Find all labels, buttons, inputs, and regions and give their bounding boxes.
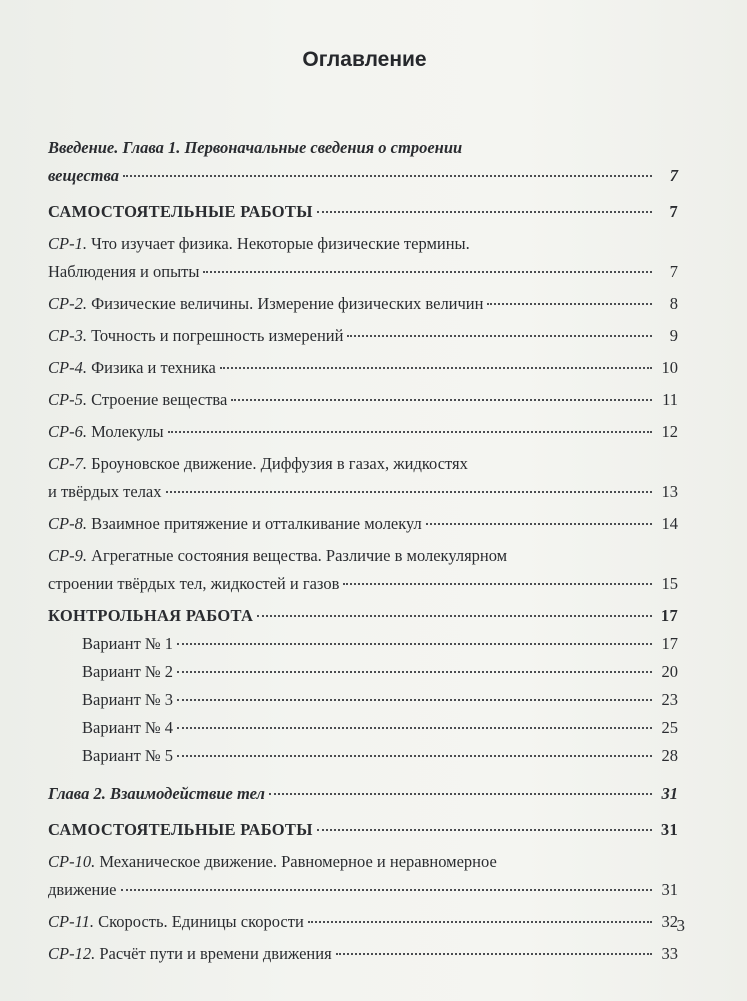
leader-dots: [231, 383, 652, 402]
toc-page-number: 13: [661, 482, 678, 501]
toc-page-number: 15: [661, 574, 678, 593]
toc-page-number: 10: [661, 358, 678, 377]
toc-entry-text: строении твёрдых тел, жидкостей и газов: [48, 574, 340, 593]
toc-entry-prefix: СР-6.: [48, 422, 87, 441]
toc-page-number: 20: [661, 662, 678, 681]
toc-entry-text: Броуновское движение. Диффузия в газах, жидкостях: [86, 454, 468, 473]
toc-entry-text: САМОСТОЯТЕЛЬНЫЕ РАБОТЫ: [48, 820, 313, 839]
toc-page-number: 23: [661, 690, 678, 709]
toc-entry-text: Вариант № 5: [82, 746, 174, 765]
toc-page-number: 12: [661, 422, 678, 441]
leader-dots: [336, 937, 652, 956]
toc-page-number: 28: [661, 746, 678, 765]
toc-entry-prefix: СР-1.: [48, 234, 87, 253]
toc-entry-prefix: СР-9.: [48, 546, 87, 565]
toc-entry-text: Вариант № 1: [82, 634, 174, 653]
toc-page-number: 7: [669, 202, 678, 221]
toc-page-number: 17: [661, 634, 678, 653]
leader-dots: [177, 739, 652, 758]
toc-entry-text: Наблюдения и опыты: [48, 262, 200, 281]
toc-entry-text: Физические величины. Измерение физических величин: [86, 294, 484, 313]
toc-entry-text: Расчёт пути и времени движения: [95, 944, 332, 963]
page-number: 3: [676, 916, 685, 935]
leader-dots: [426, 507, 652, 526]
toc-entry-variant-5: [48, 742, 678, 770]
toc-entry-text: Вариант № 4: [82, 718, 174, 737]
toc-entry-text: САМОСТОЯТЕЛЬНЫЕ РАБОТЫ: [48, 202, 313, 221]
leader-dots: [121, 873, 652, 892]
toc-entry-sr12: [48, 940, 678, 968]
toc-section-heading: [48, 198, 678, 226]
toc-entry-prefix: СР-7.: [48, 454, 87, 473]
toc-entry-text: Введение. Глава 1. Первоначальные сведения о строении: [48, 138, 463, 157]
toc-entry-text: Точность и погрешность измерений: [86, 326, 344, 345]
leader-dots: [317, 195, 652, 214]
toc-entry-sr6: [48, 418, 678, 446]
toc-entry-text: Что изучает физика. Некоторые физические термины.: [86, 234, 470, 253]
leader-dots: [487, 287, 652, 306]
leader-dots: [220, 351, 652, 370]
toc-entry-text: Скорость. Единицы скорости: [93, 912, 304, 931]
leader-dots: [317, 813, 652, 832]
toc-entry-sr2: [48, 290, 678, 318]
toc-page-number: 14: [661, 514, 678, 533]
leader-dots: [177, 627, 652, 646]
toc-entry-text: Взаимное притяжение и отталкивание молекул: [86, 514, 422, 533]
toc-entry-text: Вариант № 3: [82, 690, 174, 709]
toc-entry-prefix: СР-4.: [48, 358, 87, 377]
toc-page-number: 11: [662, 390, 678, 409]
toc-entry-prefix: СР-10.: [48, 852, 96, 871]
toc-entry-sr4: [48, 354, 678, 382]
leader-dots: [308, 905, 652, 924]
toc-page-number: 8: [669, 294, 678, 313]
toc-entry-text: и твёрдых телах: [48, 482, 162, 501]
leader-dots: [123, 159, 652, 178]
table-of-contents: [48, 130, 678, 968]
toc-entry-chapter1-line2: [48, 162, 678, 190]
toc-entry-text: вещества: [48, 166, 120, 185]
toc-entry-prefix: СР-3.: [48, 326, 87, 345]
toc-page-number: 17: [660, 606, 678, 625]
toc-page-number: 33: [661, 944, 678, 963]
toc-entry-text: КОНТРОЛЬНАЯ РАБОТА: [48, 606, 254, 625]
toc-page-number: 31: [660, 820, 678, 839]
toc-entry-sr1-line2: [48, 258, 678, 286]
leader-dots: [177, 655, 652, 674]
toc-entry-prefix: СР-5.: [48, 390, 87, 409]
page-title: Оглавление: [302, 48, 427, 71]
leader-dots: [177, 683, 652, 702]
toc-page-number: 25: [661, 718, 678, 737]
toc-entry-prefix: СР-12.: [48, 944, 96, 963]
toc-page-number: 31: [661, 880, 678, 899]
leader-dots: [269, 777, 652, 796]
toc-entry-sr7-line2: [48, 478, 678, 506]
toc-entry-text: Глава 2. Взаимодействие тел: [48, 784, 265, 803]
toc-entry-sr11: [48, 908, 678, 936]
toc-entry-sr8: [48, 510, 678, 538]
leader-dots: [347, 319, 652, 338]
toc-page-number: 7: [669, 262, 678, 281]
leader-dots: [257, 599, 652, 618]
toc-entry-text: Вариант № 2: [82, 662, 174, 681]
toc-entry-prefix: СР-11.: [48, 912, 94, 931]
toc-entry-sr9-line2: [48, 570, 678, 598]
leader-dots: [343, 567, 652, 586]
toc-entry-prefix: СР-2.: [48, 294, 87, 313]
leader-dots: [166, 475, 652, 494]
toc-page-number: 32: [661, 912, 678, 931]
toc-entry-sr3: [48, 322, 678, 350]
toc-entry-text: Строение вещества: [86, 390, 228, 409]
toc-entry-sr5: [48, 386, 678, 414]
toc-entry-text: Агрегатные состояния вещества. Различие в молекулярном: [86, 546, 508, 565]
leader-dots: [168, 415, 652, 434]
toc-section-heading: [48, 816, 678, 844]
toc-entry-text: движение: [48, 880, 117, 899]
toc-entry-text: Физика и техника: [86, 358, 216, 377]
toc-entry-sr10-line2: [48, 876, 678, 904]
leader-dots: [177, 711, 652, 730]
toc-page-number: 31: [661, 784, 678, 803]
toc-entry-chapter2: [48, 780, 678, 808]
toc-page-number: 9: [669, 326, 678, 345]
toc-entry-prefix: СР-8.: [48, 514, 87, 533]
toc-entry-text: Молекулы: [86, 422, 164, 441]
leader-dots: [203, 255, 652, 274]
toc-page-number: 7: [669, 166, 678, 185]
toc-entry-text: Механическое движение. Равномерное и неравномерное: [95, 852, 497, 871]
